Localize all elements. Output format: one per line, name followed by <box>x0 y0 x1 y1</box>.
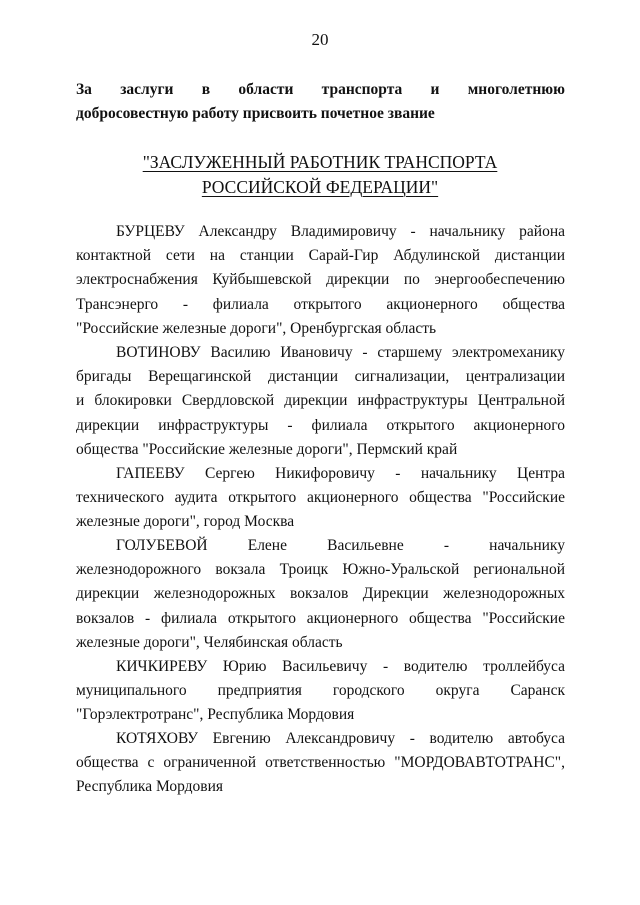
entry-line: электроснабжения Куйбышевской дирекции по энергообеспечению <box>76 271 565 289</box>
entry-line: бригады Верещагинской дистанции сигнализации, централизации <box>76 368 565 386</box>
entry-line: контактной сети на станции Сарай-Гир Абдулинской дистанции <box>76 247 565 265</box>
entry-line: "Горэлектротранс", Республика Мордовия <box>76 706 355 724</box>
award-entry <box>76 727 565 800</box>
award-entry <box>76 341 565 462</box>
award-entry <box>76 534 565 655</box>
entry-line: КИЧКИРЕВУ Юрию Васильевичу - водителю троллейбуса <box>116 658 565 675</box>
award-entry <box>76 655 565 728</box>
entry-line: Республика Мордовия <box>76 778 224 796</box>
title-line: "ЗАСЛУЖЕННЫЙ РАБОТНИК ТРАНСПОРТА <box>142 152 498 172</box>
intro-paragraph <box>76 78 565 126</box>
entry-line: КОТЯХОВУ Евгению Александровичу - водителю автобуса <box>116 730 565 747</box>
entry-line: общества с ограниченной ответственностью "МОРДОВАВТОТРАНС", <box>76 754 565 772</box>
entry-line: вокзалов - филиала открытого акционерного общества "Российские <box>76 609 565 627</box>
entry-line: железные дороги", город Москва <box>76 513 295 531</box>
entry-line: ГАПЕЕВУ Сергею Никифоровичу - начальнику Центра <box>116 465 565 482</box>
honorary-title <box>0 150 640 200</box>
entry-line: железнодорожного вокзала Троицк Южно-Уральской региональной <box>76 561 565 579</box>
entry-line: "Российские железные дороги", Оренбургская область <box>76 319 437 337</box>
intro-line: За заслуги в области транспорта и многолетнюю <box>76 81 565 98</box>
award-entry <box>76 462 565 535</box>
entry-line: железные дороги", Челябинская область <box>76 633 343 651</box>
entry-line: Трансэнерго - филиала открытого акционерного общества <box>76 295 565 313</box>
award-entry <box>76 220 565 341</box>
entry-line: муниципального предприятия городского округа Саранск <box>76 682 565 700</box>
entry-line: дирекции железнодорожных вокзалов Дирекции железнодорожных <box>76 585 565 603</box>
intro-line: добросовестную работу присвоить почетное звание <box>76 105 435 122</box>
entry-line: ГОЛУБЕВОЙ Елене Васильевне - начальнику <box>116 537 565 554</box>
entry-line: общества "Российские железные дороги", Пермский край <box>76 440 458 458</box>
entry-line: дирекции инфраструктуры - филиала открытого акционерного <box>76 416 565 434</box>
entry-line: ВОТИНОВУ Василию Ивановичу - старшему электромеханику <box>116 344 565 361</box>
title-line: РОССИЙСКОЙ ФЕДЕРАЦИИ" <box>201 177 439 197</box>
entry-line: БУРЦЕВУ Александру Владимировичу - начальнику района <box>116 223 565 240</box>
entry-line: и блокировки Свердловской дирекции инфраструктуры Центральной <box>76 392 565 410</box>
entry-line: технического аудита открытого акционерного общества "Российские <box>76 489 565 507</box>
page-number: 20 <box>311 30 329 49</box>
